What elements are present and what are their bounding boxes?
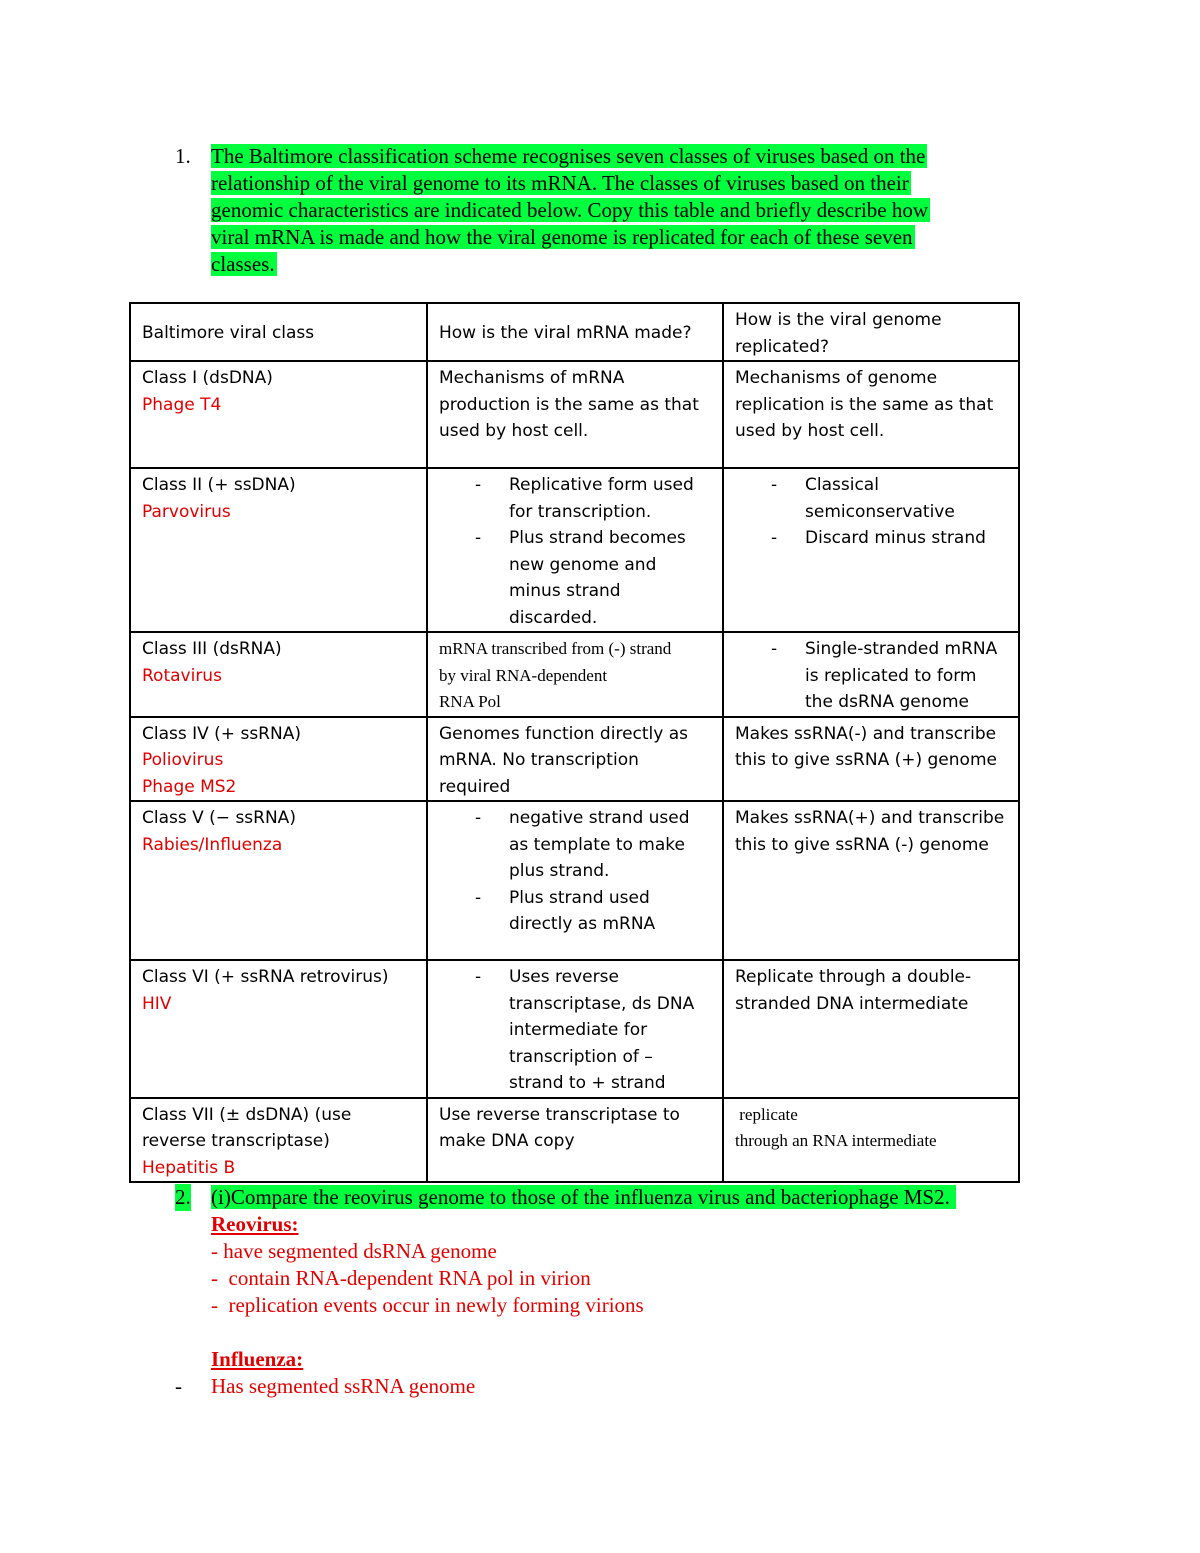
question-1-line: relationship of the viral genome to its mRNA. The classes of viruses based on their	[211, 171, 909, 195]
list-item: - negative strand used as template to make plus strand.	[439, 805, 711, 885]
replication-cell	[723, 632, 1019, 717]
replication-line: through an RNA intermediate	[735, 1131, 937, 1150]
reovirus-heading: Reovirus:	[211, 1212, 299, 1236]
mrna-line: mRNA transcribed from (-) strand	[439, 639, 672, 658]
table-row	[130, 1098, 1019, 1183]
question-2-body	[211, 1184, 1061, 1373]
table-row	[130, 468, 1019, 632]
spacer	[211, 1319, 1061, 1346]
replication-list	[735, 636, 1007, 716]
question-1-line: genomic characteristics are indicated below. Copy this table and briefly describe how	[211, 198, 929, 222]
list-item: - Classical semiconservative	[735, 472, 1007, 525]
replication-list	[735, 472, 1007, 552]
class-name: Class III (dsRNA)	[142, 639, 282, 659]
question-2-number: 2.	[175, 1185, 191, 1209]
class-example: Rabies/Influenza	[142, 834, 283, 855]
replication-line: replicate	[735, 1104, 798, 1124]
class-example: Parvovirus	[142, 501, 231, 522]
class-cell	[130, 1098, 427, 1183]
class-example: Phage MS2	[142, 776, 237, 797]
replication-cell: Replicate through a double-stranded DNA intermediate	[723, 960, 1019, 1098]
table-row	[130, 717, 1019, 802]
influenza-heading: Influenza:	[211, 1347, 304, 1371]
class-example: Rotavirus	[142, 665, 222, 686]
list-item: - Uses reverse transcriptase, ds DNA intermediate for transcription of – strand to + strand	[439, 964, 711, 1097]
mrna-cell	[427, 632, 723, 717]
mrna-list	[439, 805, 711, 938]
baltimore-table	[129, 302, 1020, 1183]
class-cell	[130, 960, 427, 1098]
list-item: - Discard minus strand	[735, 525, 1007, 552]
question-1-line: classes.	[211, 252, 275, 276]
replication-cell	[723, 468, 1019, 632]
mrna-cell	[427, 468, 723, 632]
reovirus-point: - have segmented dsRNA genome	[211, 1239, 497, 1263]
list-item: - Replicative form used for transcription.	[439, 472, 711, 525]
class-example: Phage T4	[142, 394, 222, 415]
influenza-dash: -	[175, 1374, 182, 1398]
list-item: - Plus strand used directly as mRNA	[439, 885, 711, 938]
table-row	[130, 632, 1019, 717]
header-class: Baltimore viral class	[130, 303, 427, 361]
class-cell	[130, 801, 427, 960]
class-example: Poliovirus	[142, 750, 224, 770]
table-header-row	[130, 303, 1019, 361]
replication-cell: Mechanisms of genome replication is the same as that used by host cell.	[723, 361, 1019, 468]
replication-cell: Makes ssRNA(-) and transcribe this to give ssRNA (+) genome	[723, 717, 1019, 802]
question-1-line: The Baltimore classification scheme recognises seven classes of viruses based on the	[211, 144, 926, 168]
replication-cell: Makes ssRNA(+) and transcribe this to give ssRNA (-) genome	[723, 801, 1019, 960]
class-example: Hepatitis B	[142, 1157, 236, 1178]
header-replication: How is the viral genome replicated?	[723, 303, 1019, 361]
mrna-line: by viral RNA-dependent	[439, 665, 608, 685]
class-name: Class V (− ssRNA)	[142, 808, 296, 828]
mrna-line: RNA Pol	[439, 692, 501, 711]
question-2-prompt: (i)Compare the reovirus genome to those of the influenza virus and bacteriophage MS2.	[211, 1185, 956, 1209]
question-2-prompt-line	[211, 1184, 1061, 1211]
class-name: Class VI (+ ssRNA retrovirus)	[142, 967, 389, 987]
replication-cell	[723, 1098, 1019, 1183]
table-row	[130, 801, 1019, 960]
influenza-point: Has segmented ssRNA genome	[211, 1374, 476, 1398]
table-row	[130, 361, 1019, 468]
mrna-list	[439, 472, 711, 631]
class-name: Class IV (+ ssRNA)	[142, 723, 301, 744]
table-row	[130, 960, 1019, 1098]
mrna-cell	[427, 801, 723, 960]
class-cell	[130, 361, 427, 468]
class-name: Class II (+ ssDNA)	[142, 475, 296, 495]
question-1-line: viral mRNA is made and how the viral genome is replicated for each of these seven	[211, 225, 913, 249]
mrna-cell: Mechanisms of mRNA production is the same as that used by host cell.	[427, 361, 723, 468]
class-name: Class VII (± dsDNA) (use reverse transcriptase)	[142, 1104, 352, 1151]
reovirus-point: - replication events occur in newly forming virions	[211, 1293, 644, 1317]
class-cell	[130, 632, 427, 717]
question-1-text	[211, 143, 1026, 278]
class-name: Class I (dsDNA)	[142, 368, 273, 388]
list-item: - Plus strand becomes new genome and minus strand discarded.	[439, 525, 711, 631]
list-item: - Single-stranded mRNA is replicated to form the dsRNA genome	[735, 636, 1007, 716]
class-cell	[130, 468, 427, 632]
mrna-cell: Use reverse transcriptase to make DNA copy	[427, 1098, 723, 1183]
mrna-cell: Genomes function directly as mRNA. No transcription required	[427, 717, 723, 802]
reovirus-point: - contain RNA-dependent RNA pol in virion	[211, 1266, 591, 1290]
header-mrna: How is the viral mRNA made?	[427, 303, 723, 361]
class-example: HIV	[142, 993, 172, 1014]
mrna-list	[439, 964, 711, 1097]
question-1-number: 1.	[175, 144, 191, 168]
mrna-cell	[427, 960, 723, 1098]
class-cell	[130, 717, 427, 802]
